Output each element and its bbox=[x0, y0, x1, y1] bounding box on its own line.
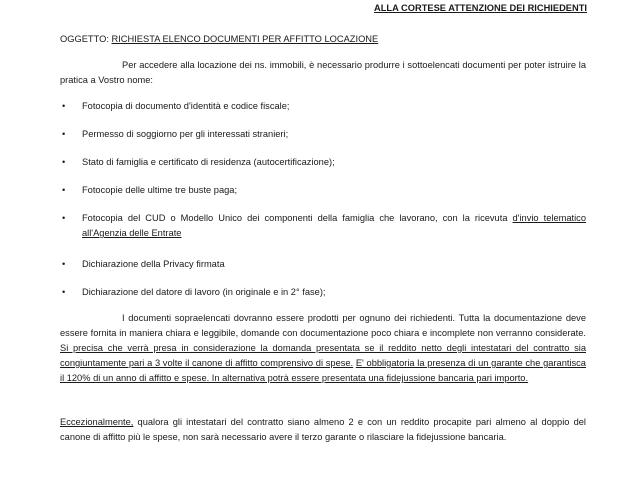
list-item: • Fotocopia di documento d'identità e codice fiscale; bbox=[60, 99, 586, 114]
bullet-icon: • bbox=[62, 101, 66, 111]
exception-paragraph: Eccezionalmente, qualora gli intestatari del contratto siano almeno 2 e con un reddito procapite pari almeno al doppio del canone di affitto più le spese, non sarà necessario avere il terzo garante o rilasciare la fidejussione bancaria. bbox=[60, 417, 586, 442]
list-item: • Stato di famiglia e certificato di residenza (autocertificazione); bbox=[60, 155, 586, 170]
bullet-icon: • bbox=[62, 259, 66, 269]
intro-paragraph bbox=[60, 58, 586, 88]
list-item: • Dichiarazione del datore di lavoro (in originale e in 2° fase); bbox=[60, 285, 586, 300]
income-requirement: Si precisa che verrà presa in considerazione la domanda presentata se il reddito netto degli intestatari del contratto sia congiuntamente pari a 3 volte il canone di affitto comprensivo di spese. bbox=[60, 343, 586, 368]
bullet-icon: • bbox=[62, 129, 66, 139]
subject-text: RICHIESTA ELENCO DOCUMENTI PER AFFITTO LOCAZIONE bbox=[111, 34, 379, 44]
intro-text: Per accedere alla locazione dei ns. immobili, è necessario produrre i sottoelencati documenti per poter istruire la pratica a Vostro nome: bbox=[60, 60, 586, 85]
telematic-receipt-text: d'invio telematico all'Agenzia delle Entrate bbox=[82, 213, 587, 238]
list-item: • Dichiarazione della Privacy firmata bbox=[60, 257, 586, 272]
documents-paragraph: I documenti sopraelencati dovranno essere prodotti per ognuno dei richiedenti. Tutta la documentazione deve essere fornita in maniera chiara e leggibile, domande con documentazione poco chiara e incomplete non verranno considerate. Si precisa che verrà presa in considerazione la domanda presentata se il reddito netto degli intestatari del contratto sia congiuntamente pari a 3 volte il canone di affitto comprensivo di spese. E' obbligatoria la presenza di un garante che garantisca il 120% di un anno di affitto e spese. In alternativa potrà essere presentata una fidejussione bancaria pari importo. bbox=[60, 313, 586, 383]
guarantor-requirement: E' obbligatoria la presenza di un garante che garantisca il 120% di un anno di affitto e spese. In alternativa potrà essere presentata una fidejussione bancaria pari importo. bbox=[60, 358, 586, 383]
bullet-icon: • bbox=[62, 287, 66, 297]
subject-line bbox=[60, 34, 378, 44]
addressee-heading: ALLA CORTESE ATTENZIONE DEI RICHIEDENTI bbox=[374, 3, 587, 13]
subject-label: OGGETTO: bbox=[60, 34, 109, 44]
bullet-icon: • bbox=[62, 157, 66, 167]
bullet-icon: • bbox=[62, 185, 66, 195]
bullet-icon: • bbox=[62, 213, 66, 223]
list-item: • Fotocopie delle ultime tre buste paga; bbox=[60, 183, 586, 198]
list-item: • Fotocopia del CUD o Modello Unico dei componenti della famiglia che lavorano, con la ricevuta d'invio telematico all'Agenzia delle Entrate bbox=[62, 213, 587, 238]
list-item: • Permesso di soggiorno per gli interessati stranieri; bbox=[60, 127, 586, 142]
